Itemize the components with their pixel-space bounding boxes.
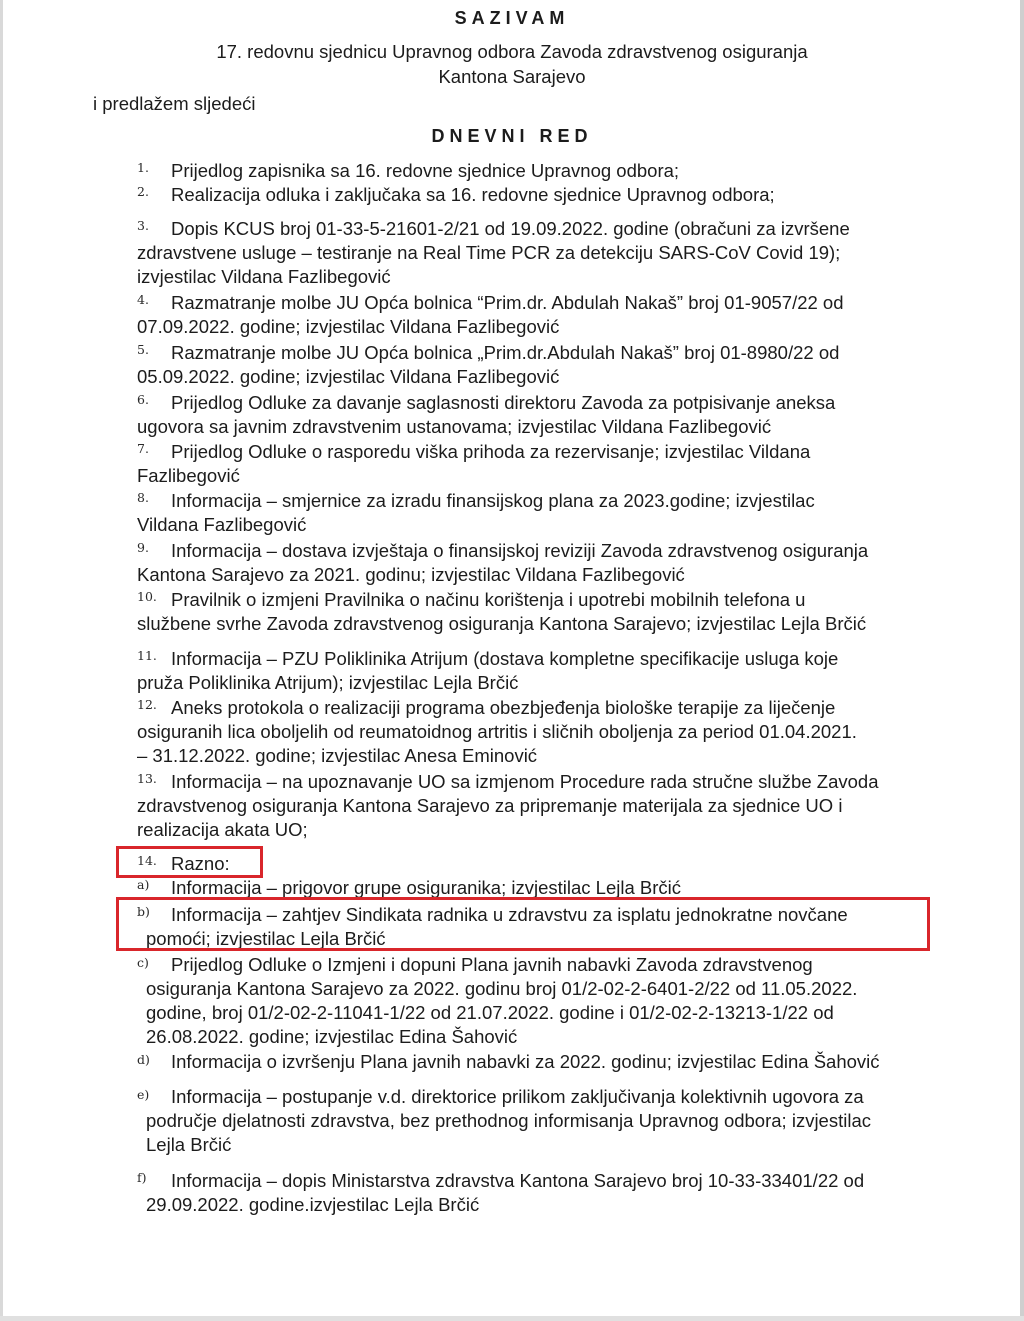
- agenda-item-13-text: zdravstvenog osiguranja Kantona Sarajevo za pripremanje materijala za sjednice UO i: [137, 795, 843, 816]
- sub-item-e-text: Lejla Brčić: [146, 1134, 232, 1155]
- sub-item-letter: d): [137, 1052, 150, 1067]
- agenda-item-9-text: Kantona Sarajevo za 2021. godinu; izvjestilac Vildana Fazlibegović: [137, 564, 685, 585]
- page-edge-bottom: [0, 1316, 1024, 1321]
- agenda-item-number: 3.: [137, 218, 149, 233]
- sub-item-e-text: Informacija – postupanje v.d. direktorice prilikom zaključivanja kolektivnih ugovora za: [171, 1086, 864, 1107]
- sub-item-e-text: područje djelatnosti zdravstva, bez prethodnog informisanja Upravnog odbora; izvjestilac: [146, 1110, 871, 1131]
- agenda-item-11-text: pruža Poliklinika Atrijum); izvjestilac Lejla Brčić: [137, 672, 519, 693]
- agenda-item-number: 4.: [137, 292, 149, 307]
- agenda-item-9-text: Informacija – dostava izvještaja o finansijskoj reviziji Zavoda zdravstvenog osiguranja: [171, 540, 869, 561]
- sub-item-letter: c): [137, 955, 149, 970]
- document-title: SAZIVAM: [454, 8, 570, 28]
- sub-item-letter: a): [137, 877, 150, 892]
- agenda-item-number: 12.: [137, 697, 157, 712]
- agenda-item-10-text: službene svrhe Zavoda zdravstvenog osiguranja Kantona Sarajevo; izvjestilac Lejla Brčić: [137, 613, 867, 634]
- agenda-item-7-text: Prijedlog Odluke o rasporedu viška prihoda za rezervisanje; izvjestilac Vildana: [171, 441, 811, 462]
- sub-item-letter: f): [137, 1170, 147, 1185]
- agenda-item-12-text: osiguranih lica oboljelih od reumatoidnog artritis i sličnih oboljenja za period 01.04.2021.: [137, 721, 857, 742]
- sub-item-c-text: osiguranja Kantona Sarajevo za 2022. godinu broj 01/2-02-2-6401-2/22 od 11.05.2022.: [146, 978, 858, 999]
- sub-item-b-text: Informacija – zahtjev Sindikata radnika u zdravstvu za isplatu jednokratne novčane: [171, 904, 848, 925]
- page-edge-left: [0, 0, 3, 1321]
- agenda-item-13-text: realizacija akata UO;: [137, 819, 308, 840]
- agenda-item-6-text: Prijedlog Odluke za davanje saglasnosti direktoru Zavoda za potpisivanje aneksa: [171, 392, 836, 413]
- agenda-item-3-text: zdravstvene usluge – testiranje na Real Time PCR za detekciju SARS-CoV Covid 19);: [137, 242, 841, 263]
- agenda-item-14-text: Razno:: [171, 853, 230, 874]
- meeting-subtitle-line1: 17. redovnu sjednicu Upravnog odbora Zavoda zdravstvenog osiguranja: [216, 41, 808, 62]
- agenda-item-number: 6.: [137, 392, 149, 407]
- sub-item-letter: b): [137, 904, 150, 919]
- agenda-item-number: 2.: [137, 184, 149, 199]
- agenda-item-8-text: Vildana Fazlibegović: [137, 514, 307, 535]
- agenda-item-10-text: Pravilnik o izmjeni Pravilnika o načinu korištenja i upotrebi mobilnih telefona u: [171, 589, 806, 610]
- agenda-item-12-text: Aneks protokola o realizaciji programa obezbjeđenja biološke terapije za liječenje: [171, 697, 836, 718]
- agenda-item-13-text: Informacija – na upoznavanje UO sa izmjenom Procedure rada stručne službe Zavoda: [171, 771, 879, 792]
- agenda-item-3-text: izvjestilac Vildana Fazlibegović: [137, 266, 391, 287]
- sub-item-f-text: Informacija – dopis Ministarstva zdravstva Kantona Sarajevo broj 10-33-33401/22 od: [171, 1170, 865, 1191]
- agenda-item-8-text: Informacija – smjernice za izradu finansijskog plana za 2023.godine; izvjestilac: [171, 490, 815, 511]
- sub-item-b-text: pomoći; izvjestilac Lejla Brčić: [146, 928, 386, 949]
- agenda-item-11-text: Informacija – PZU Poliklinika Atrijum (dostava kompletne specifikacije usluga koje: [171, 648, 839, 669]
- agenda-item-3-text: Dopis KCUS broj 01-33-5-21601-2/21 od 19.09.2022. godine (obračuni za izvršene: [171, 218, 850, 239]
- sub-item-c-text: Prijedlog Odluke o Izmjeni i dopuni Plana javnih nabavki Zavoda zdravstvenog: [171, 954, 813, 975]
- highlight-box-razno: [116, 846, 263, 878]
- agenda-item-number: 9.: [137, 540, 149, 555]
- agenda-item-number: 13.: [137, 771, 157, 786]
- sub-item-c-text: 26.08.2022. godine; izvjestilac Edina Šahović: [146, 1026, 518, 1047]
- sub-item-a-text: Informacija – prigovor grupe osiguranika; izvjestilac Lejla Brčić: [171, 877, 682, 898]
- sub-item-f-text: 29.09.2022. godine.izvjestilac Lejla Brčić: [146, 1194, 480, 1215]
- agenda-item-2-text: Realizacija odluka i zaključaka sa 16. redovne sjednice Upravnog odbora;: [171, 184, 775, 205]
- agenda-item-4-text: Razmatranje molbe JU Opća bolnica “Prim.dr. Abdulah Nakaš” broj 01-9057/22 od: [171, 292, 844, 313]
- agenda-item-7-text: Fazlibegović: [137, 465, 240, 486]
- agenda-item-number: 10.: [137, 589, 157, 604]
- agenda-item-6-text: ugovora sa javnim zdravstvenim ustanovama; izvjestilac Vildana Fazlibegović: [137, 416, 772, 437]
- agenda-item-number: 5.: [137, 342, 149, 357]
- agenda-title: DNEVNI RED: [431, 126, 593, 146]
- sub-item-letter: e): [137, 1087, 150, 1102]
- page-edge-right: [1020, 0, 1024, 1321]
- intro-text: i predlažem sljedeći: [93, 93, 256, 114]
- agenda-item-5-text: 05.09.2022. godine; izvjestilac Vildana Fazlibegović: [137, 366, 560, 387]
- sub-item-d-text: Informacija o izvršenju Plana javnih nabavki za 2022. godinu; izvjestilac Edina Šahović: [171, 1051, 880, 1072]
- highlight-box-item-b: [116, 897, 930, 951]
- sub-item-c-text: godine, broj 01/2-02-2-11041-1/22 od 21.07.2022. godine i 01/2-02-2-13213-1/22 od: [146, 1002, 834, 1023]
- agenda-item-number: 14.: [137, 853, 157, 868]
- agenda-item-12-text: – 31.12.2022. godine; izvjestilac Anesa Eminović: [137, 745, 538, 766]
- agenda-item-4-text: 07.09.2022. godine; izvjestilac Vildana Fazlibegović: [137, 316, 560, 337]
- meeting-subtitle-line2: Kantona Sarajevo: [438, 66, 586, 87]
- agenda-item-5-text: Razmatranje molbe JU Opća bolnica „Prim.dr.Abdulah Nakaš” broj 01-8980/22 od: [171, 342, 840, 363]
- agenda-item-1-text: Prijedlog zapisnika sa 16. redovne sjednice Upravnog odbora;: [171, 160, 680, 181]
- agenda-item-number: 8.: [137, 490, 149, 505]
- agenda-item-number: 1.: [137, 160, 149, 175]
- agenda-item-number: 7.: [137, 441, 149, 456]
- agenda-item-number: 11.: [137, 648, 157, 663]
